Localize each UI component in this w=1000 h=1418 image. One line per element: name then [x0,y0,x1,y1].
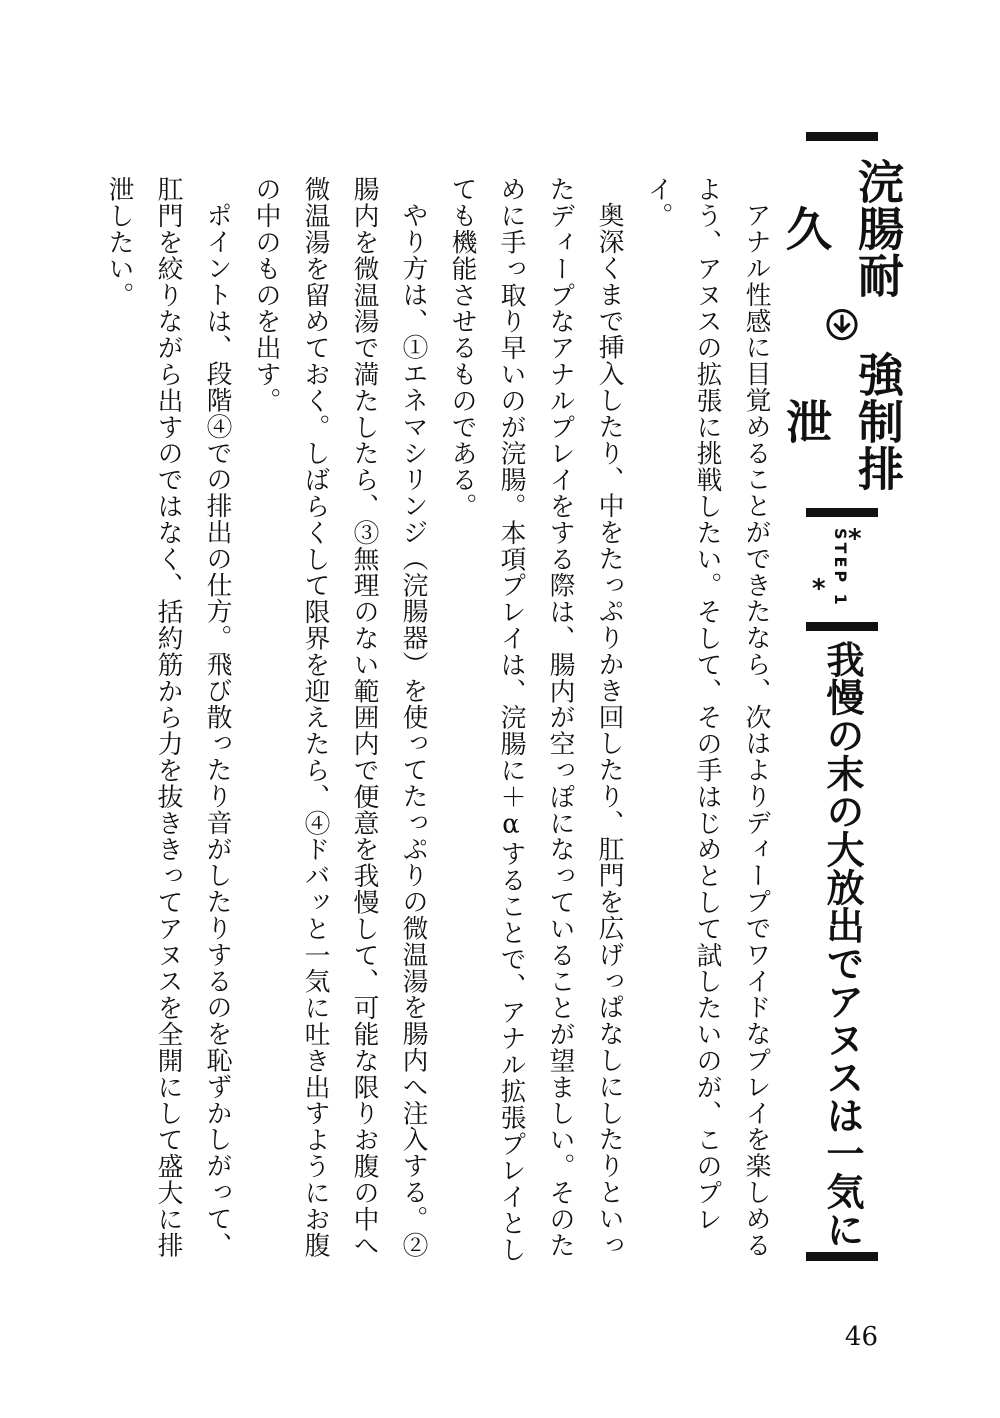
circled-down-arrow-icon [822,308,862,341]
body-paragraph: ポイントは、段階④での排出の仕方。飛び散ったり音がしたりするのを恥ずかしがって、肛門を絞りながら出すのではなく、括約筋から力を抜ききってアヌスを全開にして盛大に排泄したい。 [104,176,232,1259]
section-heading [779,132,905,1264]
star-icon: * [848,524,862,554]
step-marker [806,524,878,614]
body-paragraph: やり方は、①エネマシリンジ（浣腸器）を使ってたっぷりの微温湯を腸内へ注入する。②腸内を微温湯で満たしたら、③無理のない範囲内で便意を我慢して、可能な限りお腹の中へ微温湯を留めておく。しばらくして限界を迎えたら、④ドバッと一気に吐き出すようにお腹の中のものを出す。 [251,176,428,1259]
title-part-1: 浣腸耐久 [779,157,905,299]
heading-rule-top [806,132,878,141]
title-part-2: 強制排泄 [779,351,905,493]
heading-rule-lower-step [806,622,878,631]
star-icon: * [812,574,826,604]
section-title [779,150,905,500]
body-paragraph: アナル性感に目覚めることができたなら、次はよりディープでワイドなプレイを楽しめるよう、アヌスの拡張に挑戦したい。そして、その手はじめとして試したいのが、このプレイ。 [643,176,771,1258]
body-paragraph: 奥深くまで挿入したり、中をたっぷりかき回したり、肛門を広げっぱなしにしたりといったディープなアナルプレイをする際は、腸内が空っぽになっていることが望ましい。そのために手っ取り早いのが浣腸。本項プレイは、浣腸に＋αすることで、アナル拡張プレイとしても機能させるものである。 [447,176,624,1263]
heading-rule-bottom [806,1252,878,1261]
step-label: STEP 1 [831,528,850,608]
section-subtitle: 我慢の末の大放出でアヌスは一気に [820,640,865,1248]
heading-rule-upper-step [806,508,878,517]
body-text [100,176,780,1276]
page-number: 46 [844,1322,878,1352]
